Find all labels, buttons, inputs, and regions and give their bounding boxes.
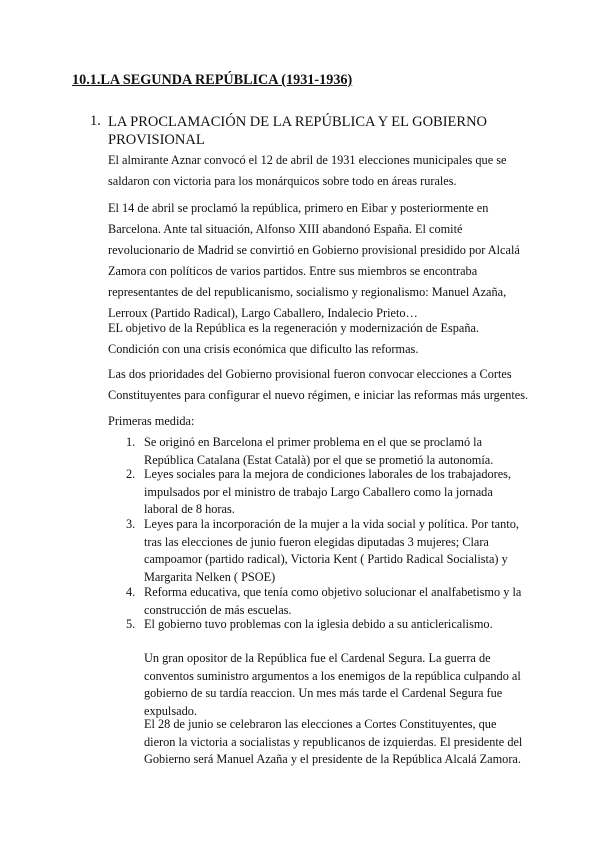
measure-item: Leyes para la incorporación de la mujer a la vida social y política. Por tanto, tras las elecciones de junio fueron elegidas diputadas 3 mujeres; Clara campoamor (partido radical), Victoria Kent ( Partido Radical Socialista) y Margarita Nelken ( PSOE) xyxy=(144,517,519,584)
section-number: 1. xyxy=(90,113,101,129)
measure-number: 4. xyxy=(126,585,136,599)
measure-number: 3. xyxy=(126,517,136,531)
measure-item: Leyes sociales para la mejora de condiciones laborales de los trabajadores, impulsados por el ministro de trabajo Largo Caballero como la jornada laboral de 8 horas. xyxy=(144,467,512,516)
paragraph-priorities: Las dos prioridades del Gobierno provisional fueron convocar elecciones a Cortes Constituyentes para configurar el nuevo régimen, e iniciar las reformas más urgentes. xyxy=(108,367,529,402)
paragraph-first-measures: Primeras medida: xyxy=(108,414,195,428)
page-title: 10.1.LA SEGUNDA REPÚBLICA (1931-1936) xyxy=(72,72,353,88)
section-title: LA PROCLAMACIÓN DE LA REPÚBLICA Y EL GOBIERNO PROVISIONAL xyxy=(108,114,488,148)
measure-number: 2. xyxy=(126,467,136,481)
paragraph-objective: EL objetivo de la República es la regeneración y modernización de España. Condición con una crisis económica que dificulto las reformas. xyxy=(108,321,480,356)
paragraph-municipal-elections: El almirante Aznar convocó el 12 de abril de 1931 elecciones municipales que se saldaron con victoria para los monárquicos sobre todo en áreas rurales. xyxy=(108,153,507,188)
measure-number: 5. xyxy=(126,617,136,631)
measure-number: 1. xyxy=(126,435,136,449)
measure-item: Se originó en Barcelona el primer problema en el que se proclamó la República Catalana (Estat Català) por el que se prometió la autonomía. xyxy=(144,435,494,467)
paragraph-proclamation: El 14 de abril se proclamó la república, primero en Eibar y posteriormente en Barcelona. Ante tal situación, Alfonso XIII abandonó España. El comité revolucionario de Madrid se convirtió en Gobierno provisional presidido por Alcalá Zamora con políticos de varios partidos. Entre sus miembros se encontraba representantes de del republicanismo, socialismo y regionalismo: Manuel Azaña, Lerroux (Partido Radical), Largo Caballero, Indalecio Prieto… xyxy=(108,201,520,320)
paragraph-cortes-elections: El 28 de junio se celebraron las elecciones a Cortes Constituyentes, que dieron la victoria a socialistas y republicanos de izquierdas. El presidente del Gobierno será Manuel Azaña y el presidente de la República Alcalá Zamora. xyxy=(144,717,523,766)
measure-item: Reforma educativa, que tenía como objetivo solucionar el analfabetismo y la construcción de más escuelas. xyxy=(144,585,522,617)
measure-item: El gobierno tuvo problemas con la iglesia debido a su anticlericalismo. xyxy=(144,617,493,631)
paragraph-cardenal-segura: Un gran opositor de la República fue el Cardenal Segura. La guerra de conventos suministro argumentos a los enemigos de la república culpando al gobierno de su tardía reaccion. Un mes más tarde el Cardenal Segura fue expulsado. xyxy=(144,651,521,718)
